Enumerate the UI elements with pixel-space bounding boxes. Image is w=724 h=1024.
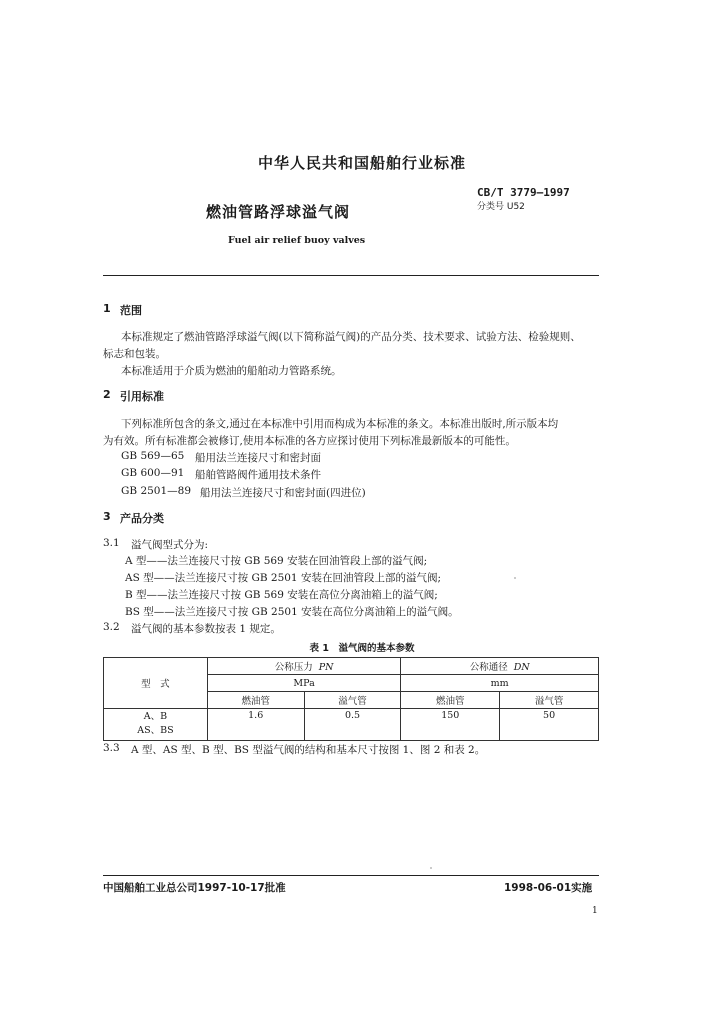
section-2-number: 2 xyxy=(103,388,111,401)
dn-fuel-value: 150 xyxy=(401,709,500,741)
section-1-number: 1 xyxy=(103,302,111,315)
scan-speck xyxy=(430,867,432,869)
header-divider xyxy=(103,275,599,276)
reference-title: 船舶管路阀件通用技术条件 xyxy=(195,469,321,481)
diameter-symbol: DN xyxy=(513,662,530,673)
section-2-heading: 引用标准 xyxy=(120,390,164,403)
standard-number: CB/T 3779—1997 xyxy=(477,186,570,199)
footer-divider xyxy=(103,875,599,876)
row-types-line-1: A、B xyxy=(143,711,168,722)
approval-line: 中国船舶工业总公司1997-10-17批准 xyxy=(103,882,286,894)
row-valve-types xyxy=(104,709,208,741)
section-2-para-line-1: 下列标准所包含的条文,通过在本标准中引用而构成为本标准的条文。本标准出版时,所示版本均 xyxy=(121,418,559,430)
section-3-number: 3 xyxy=(103,510,111,523)
clause-3-1-text: 溢气阀型式分为: xyxy=(131,539,209,551)
valve-type-item: B 型——法兰连接尺寸按 GB 569 安装在高位分离油箱上的溢气阀; xyxy=(125,589,438,601)
clause-3-3-number: 3.3 xyxy=(103,742,120,754)
valve-type-item: BS 型——法兰连接尺寸按 GB 2501 安装在高位分离油箱上的溢气阀。 xyxy=(125,606,459,618)
scan-speck xyxy=(514,577,516,579)
dn-air-value: 50 xyxy=(500,709,599,741)
column-header-diameter xyxy=(401,658,599,675)
page-number: 1 xyxy=(592,906,598,916)
industry-standard-title: 中华人民共和国船舶行业标准 xyxy=(257,154,466,172)
sub-header-air-pipe: 溢气管 xyxy=(500,692,599,709)
pressure-unit: MPa xyxy=(207,675,401,692)
sub-header-fuel-pipe: 燃油管 xyxy=(207,692,304,709)
pressure-label: 公称压力 xyxy=(274,662,313,673)
document-title: 燃油管路浮球溢气阀 xyxy=(206,203,351,221)
table-1-caption: 表 1 溢气阀的基本参数 xyxy=(309,643,415,654)
sub-header-air-pipe: 溢气管 xyxy=(304,692,401,709)
section-2-para-line-2: 为有效。所有标准都会被修订,使用本标准的各方应探讨使用下列标准最新版本的可能性。 xyxy=(103,435,516,447)
sub-header-fuel-pipe: 燃油管 xyxy=(401,692,500,709)
reference-title: 船用法兰连接尺寸和密封面 xyxy=(195,452,321,464)
section-3-heading: 产品分类 xyxy=(120,512,164,525)
pressure-symbol: PN xyxy=(318,662,334,673)
clause-3-2-text: 溢气阀的基本参数按表 1 规定。 xyxy=(131,623,281,635)
diameter-label: 公称通径 xyxy=(469,662,508,673)
section-1-para-1-line-2: 标志和包装。 xyxy=(103,348,166,360)
clause-3-3-text: A 型、AS 型、B 型、BS 型溢气阀的结构和基本尺寸按图 1、图 2 和表 2。 xyxy=(131,744,486,756)
pn-fuel-value: 1.6 xyxy=(207,709,304,741)
column-header-pressure xyxy=(207,658,401,675)
clause-3-2-number: 3.2 xyxy=(103,621,120,633)
valve-type-item: A 型——法兰连接尺寸按 GB 569 安装在回油管段上部的溢气阀; xyxy=(125,555,428,567)
section-1-heading: 范围 xyxy=(120,304,142,317)
column-header-type: 型 式 xyxy=(104,658,208,709)
reference-code: GB 2501—89 xyxy=(121,485,192,497)
diameter-unit: mm xyxy=(401,675,599,692)
row-types-line-2: AS、BS xyxy=(137,725,174,736)
pn-air-value: 0.5 xyxy=(304,709,401,741)
reference-code: GB 569—65 xyxy=(121,450,185,462)
basic-parameters-table xyxy=(103,657,599,741)
section-1-para-2: 本标准适用于介质为燃油的船舶动力管路系统。 xyxy=(121,365,342,377)
document-title-english: Fuel air relief buoy valves xyxy=(228,235,366,246)
reference-code: GB 600—91 xyxy=(121,467,185,479)
reference-title: 船用法兰连接尺寸和密封面(四进位) xyxy=(200,487,366,499)
clause-3-1-number: 3.1 xyxy=(103,537,120,549)
effective-date-line: 1998-06-01实施 xyxy=(504,882,593,894)
valve-type-item: AS 型——法兰连接尺寸按 GB 2501 安装在回油管段上部的溢气阀; xyxy=(125,572,441,584)
section-1-para-1-line-1: 本标准规定了燃油管路浮球溢气阀(以下简称溢气阀)的产品分类、技术要求、试验方法、检验规则、 xyxy=(121,331,581,343)
classification-code: 分类号 U52 xyxy=(477,202,525,212)
table-row xyxy=(104,709,599,741)
